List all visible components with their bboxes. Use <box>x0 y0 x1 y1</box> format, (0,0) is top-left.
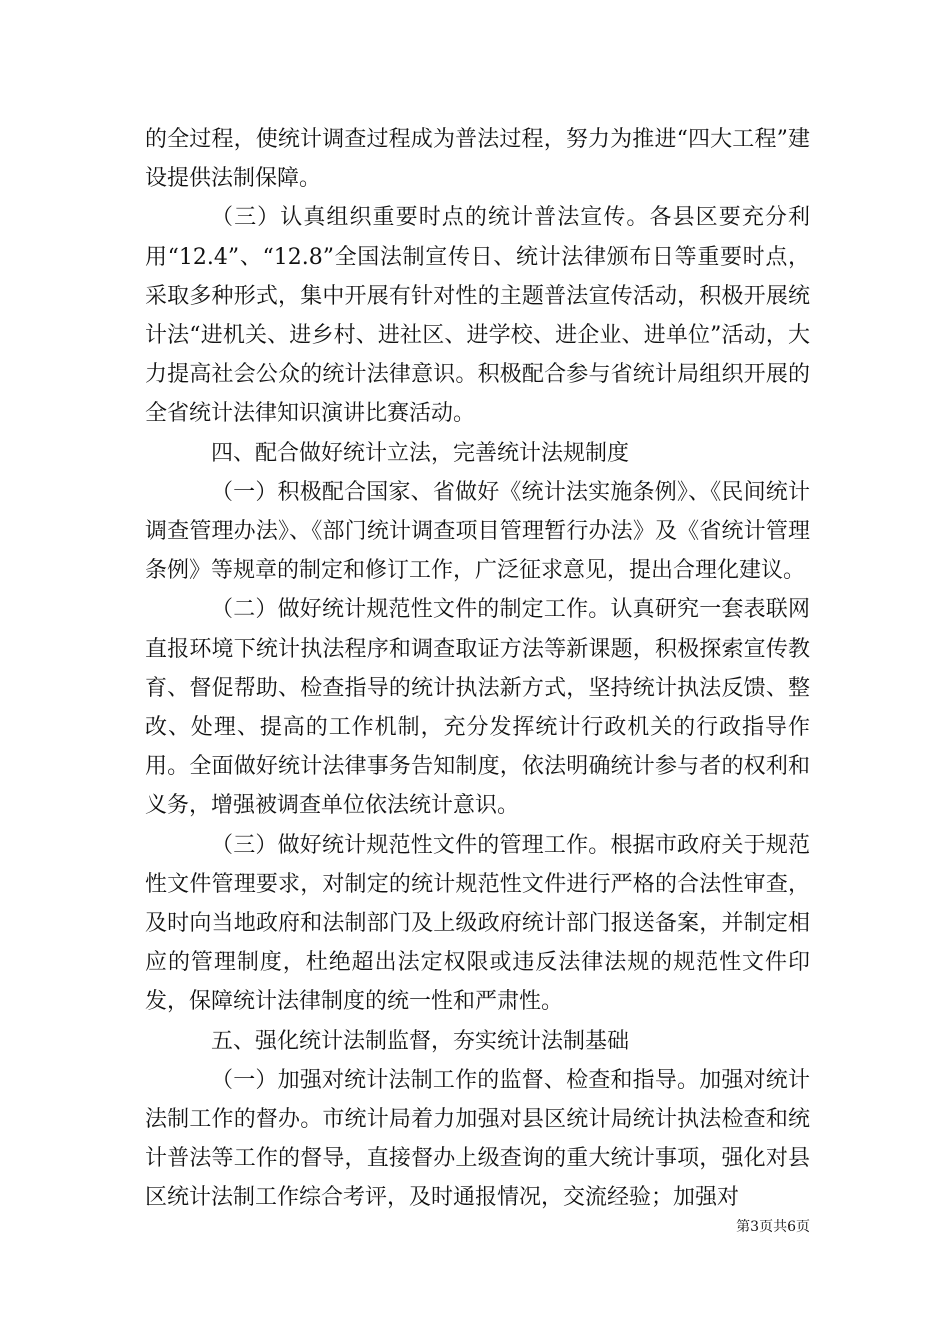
paragraph-4: （一）积极配合国家、省做好《统计法实施条例》、《民间统计调查管理办法》、《部门统计调查项目管理暂行办法》及《省统计管理条例》等规章的制定和修订工作，广泛征求意见，提出合理化建议。 <box>145 479 810 584</box>
page-number: 第3页共6页 <box>736 1219 810 1235</box>
section-heading-4: 四、配合做好统计立法，完善统计法规制度 <box>211 440 630 466</box>
paragraph-1: 的全过程，使统计调查过程成为普法过程，努力为推进“四大工程”建设提供法制保障。 <box>145 127 810 192</box>
document-body <box>145 120 810 1218</box>
paragraph-6: （三）做好统计规范性文件的管理工作。根据市政府关于规范性文件管理要求，对制定的统计规范性文件进行严格的合法性审查，及时向当地政府和法制部门及上级政府统计部门报送备案，并制定相应的管理制度，杜绝超出法定权限或违反法律法规的规范性文件印发，保障统计法律制度的统一性和严肃性。 <box>145 832 810 1015</box>
paragraph-8: （一）加强对统计法制工作的监督、检查和指导。加强对统计法制工作的督办。市统计局着力加强对县区统计局统计执法检查和统计普法等工作的督导，直接督办上级查询的重大统计事项，强化对县区统计法制工作综合考评，及时通报情况，交流经验；加强对 <box>145 1067 810 1211</box>
section-heading-5: 五、强化统计法制监督，夯实统计法制基础 <box>211 1028 630 1054</box>
paragraph-2: （三）认真组织重要时点的统计普法宣传。各县区要充分利用“12.4”、“12.8”全国法制宣传日、统计法律颁布日等重要时点，采取多种形式，集中开展有针对性的主题普法宣传活动，积极开展统计法“进机关、进乡村、进社区、进学校、进企业、进单位”活动，大力提高社会公众的统计法律意识。积极配合参与省统计局组织开展的全省统计法律知识演讲比赛活动。 <box>145 205 810 427</box>
paragraph-5: （二）做好统计规范性文件的制定工作。认真研究一套表联网直报环境下统计执法程序和调查取证方法等新课题，积极探索宣传教育、督促帮助、检查指导的统计执法新方式，坚持统计执法反馈、整改、处理、提高的工作机制，充分发挥统计行政机关的行政指导作用。全面做好统计法律事务告知制度，依法明确统计参与者的权利和义务，增强被调查单位依法统计意识。 <box>145 597 810 819</box>
